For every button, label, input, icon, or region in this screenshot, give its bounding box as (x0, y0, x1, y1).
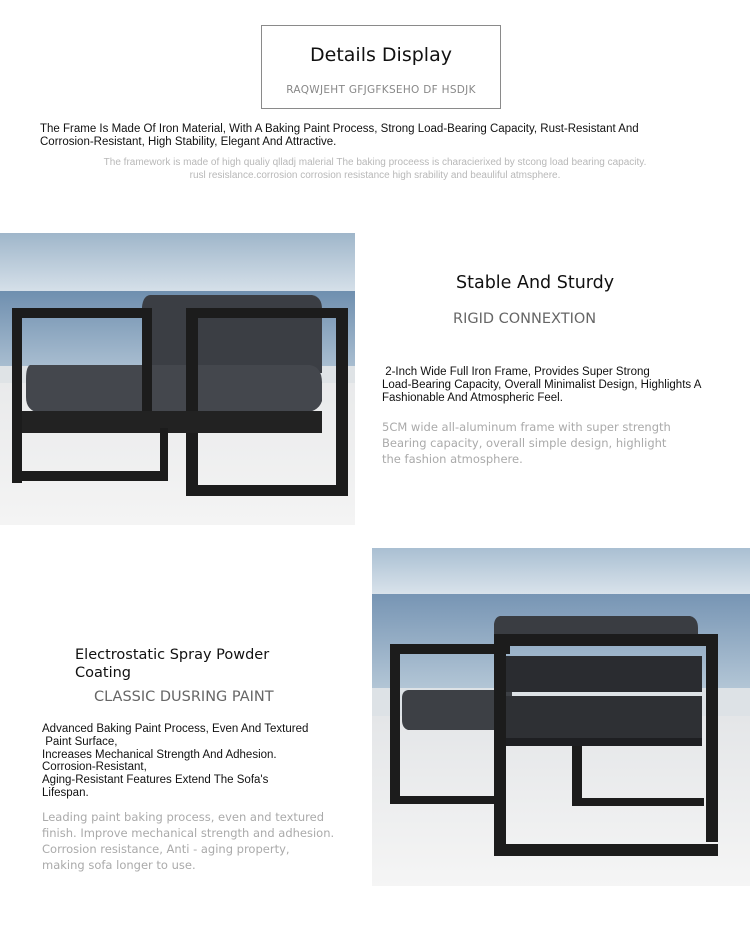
intro-bold-line: Corrosion-Resistant, High Stability, Elegant And Attractive. (40, 136, 337, 148)
sturdy-light-line: Bearing capacity, overall simple design, highlight (382, 436, 667, 450)
page-title: Details Display (310, 44, 452, 66)
coating-light-line: Leading paint baking process, even and textured (42, 810, 325, 824)
sturdy-light-line: 5CM wide all-aluminum frame with super strength (382, 420, 671, 434)
coating-bold-line: Advanced Baking Paint Process, Even And Textured (42, 723, 309, 735)
sturdy-section-title: Stable And Sturdy (456, 273, 615, 293)
sturdy-bold-line: Load-Bearing Capacity, Overall Minimalist Design, Highlights A (382, 379, 702, 391)
sturdy-bold-line: Fashionable And Atmospheric Feel. (382, 392, 563, 404)
sofa-photo-front (0, 233, 355, 525)
coating-section-subtitle: CLASSIC DUSRING PAINT (94, 689, 274, 705)
coating-bold-line: Lifespan. (42, 786, 89, 799)
coating-bold-line: Aging-Resistant Features Extend The Sofa's (42, 774, 269, 787)
coating-title-line: Electrostatic Spray Powder (75, 647, 270, 663)
sturdy-light-line: the fashion atmosphere. (382, 452, 523, 466)
header-box (261, 25, 501, 109)
sofa-photo-side (372, 548, 750, 886)
intro-bold-line: The Frame Is Made Of Iron Material, With A Baking Paint Process, Strong Load-Bearing Capacity, Rust-Resistant And (40, 123, 639, 135)
coating-light-line: Corrosion resistance, Anti - aging property, (42, 842, 290, 856)
coating-light-line: making sofa longer to use. (42, 858, 196, 872)
intro-translation (60, 156, 690, 182)
sturdy-section-subtitle: RIGID CONNEXTION (453, 311, 597, 327)
coating-description (42, 723, 342, 800)
sturdy-description (382, 366, 732, 405)
page-subtitle: RAQWJEHT GFJGFKSEHO DF HSDJK (286, 84, 476, 96)
coating-bold-line: Paint Surface, (42, 735, 118, 748)
coating-bold-line: Corrosion-Resistant, (42, 761, 147, 774)
intro-light-line: The framework is made of high qualiy qlladj malerial The baking proceess is characierixed by stcong load bearing capacity. (103, 157, 647, 168)
sturdy-bold-line: 2-Inch Wide Full Iron Frame, Provides Super Strong (382, 366, 650, 378)
coating-section-title (75, 646, 315, 682)
sturdy-translation (382, 419, 712, 467)
coating-light-line: finish. Improve mechanical strength and adhesion. (42, 826, 335, 840)
intro-light-line: rusl resislance.corrosion corrosion resistance high srability and beauliful atmsphere. (189, 170, 561, 181)
coating-bold-line: Increases Mechanical Strength And Adhesion. (42, 748, 277, 761)
coating-translation (42, 809, 362, 873)
coating-title-line: Coating (75, 665, 131, 681)
intro-description (40, 123, 700, 149)
